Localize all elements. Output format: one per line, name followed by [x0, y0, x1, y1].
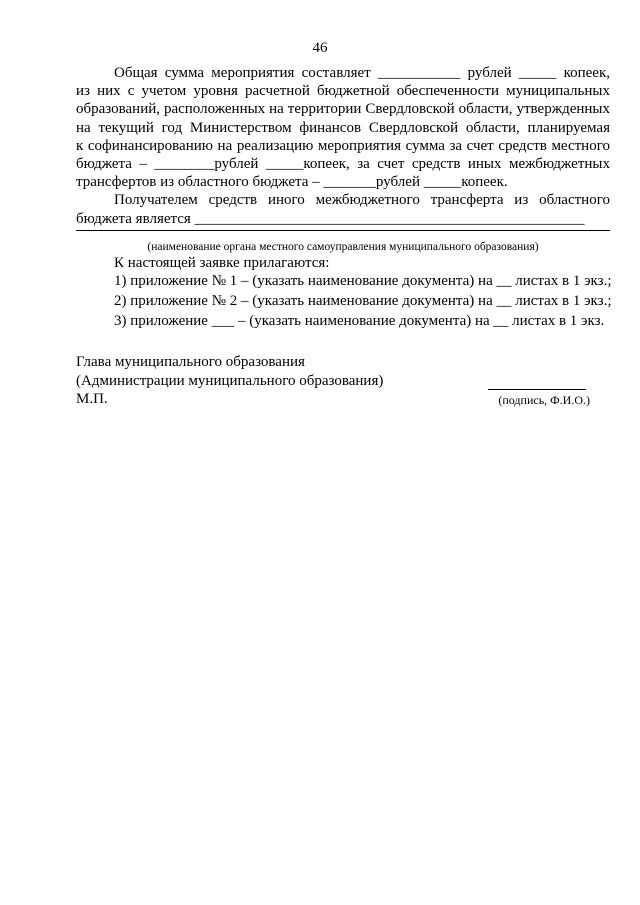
paragraph-line: на текущий год Министерством финансов Свердловской области, планируемая — [76, 119, 610, 136]
attachment-item: 3) приложение ___ – (указать наименование документа) на __ листах в 1 экз. — [114, 312, 605, 329]
recipient-paragraph — [76, 191, 610, 253]
paragraph-line: трансфертов из областного бюджета – _______рублей _____копеек. — [76, 174, 508, 191]
blank-line — [76, 230, 610, 231]
paragraph-line: Получателем средств иного межбюджетного трансферта из областного — [114, 192, 610, 209]
attachment-item: 1) приложение № 1 – (указать наименование документа) на __ листах в 1 экз.; — [114, 273, 612, 290]
signature-block — [76, 353, 610, 409]
paragraph-line: к софинансированию на реализацию мероприятия сумма за счет средств местного — [76, 137, 610, 154]
paragraph-line: Общая сумма мероприятия составляет ___________ рублей _____ копеек, — [114, 65, 610, 81]
signature-caption: (подпись, Ф.И.О.) — [498, 393, 590, 408]
paragraph-line: бюджета – ________рублей _____копеек, за счет средств иных межбюджетных — [76, 156, 610, 173]
document-body — [76, 64, 610, 331]
stamp-label: М.П. — [76, 391, 108, 408]
paragraph-line: образований, расположенных на территории Свердловской области, утвержденных — [76, 101, 610, 118]
paragraph-line: из них с учетом уровня расчетной бюджетной обеспеченности муниципальных — [76, 83, 610, 100]
stamp-row — [76, 390, 610, 409]
signature-subtitle-row — [76, 372, 610, 391]
attachments-intro: К настоящей заявке прилагаются: — [114, 254, 330, 271]
recipient-note: (наименование органа местного самоуправления муниципального образования) — [147, 240, 539, 253]
signature-title: Глава муниципального образования — [76, 354, 305, 370]
blank-line-row — [76, 228, 610, 242]
signature-subtitle: (Администрации муниципального образования) — [76, 372, 384, 389]
page-number: 46 — [312, 40, 328, 56]
paragraph-line: бюджета является ____________________________________________________ — [76, 210, 585, 227]
attachment-item: 2) приложение № 2 – (указать наименование документа) на __ листах в 1 экз.; — [114, 293, 612, 310]
sum-paragraph — [76, 64, 610, 191]
attachments-list — [76, 254, 610, 331]
